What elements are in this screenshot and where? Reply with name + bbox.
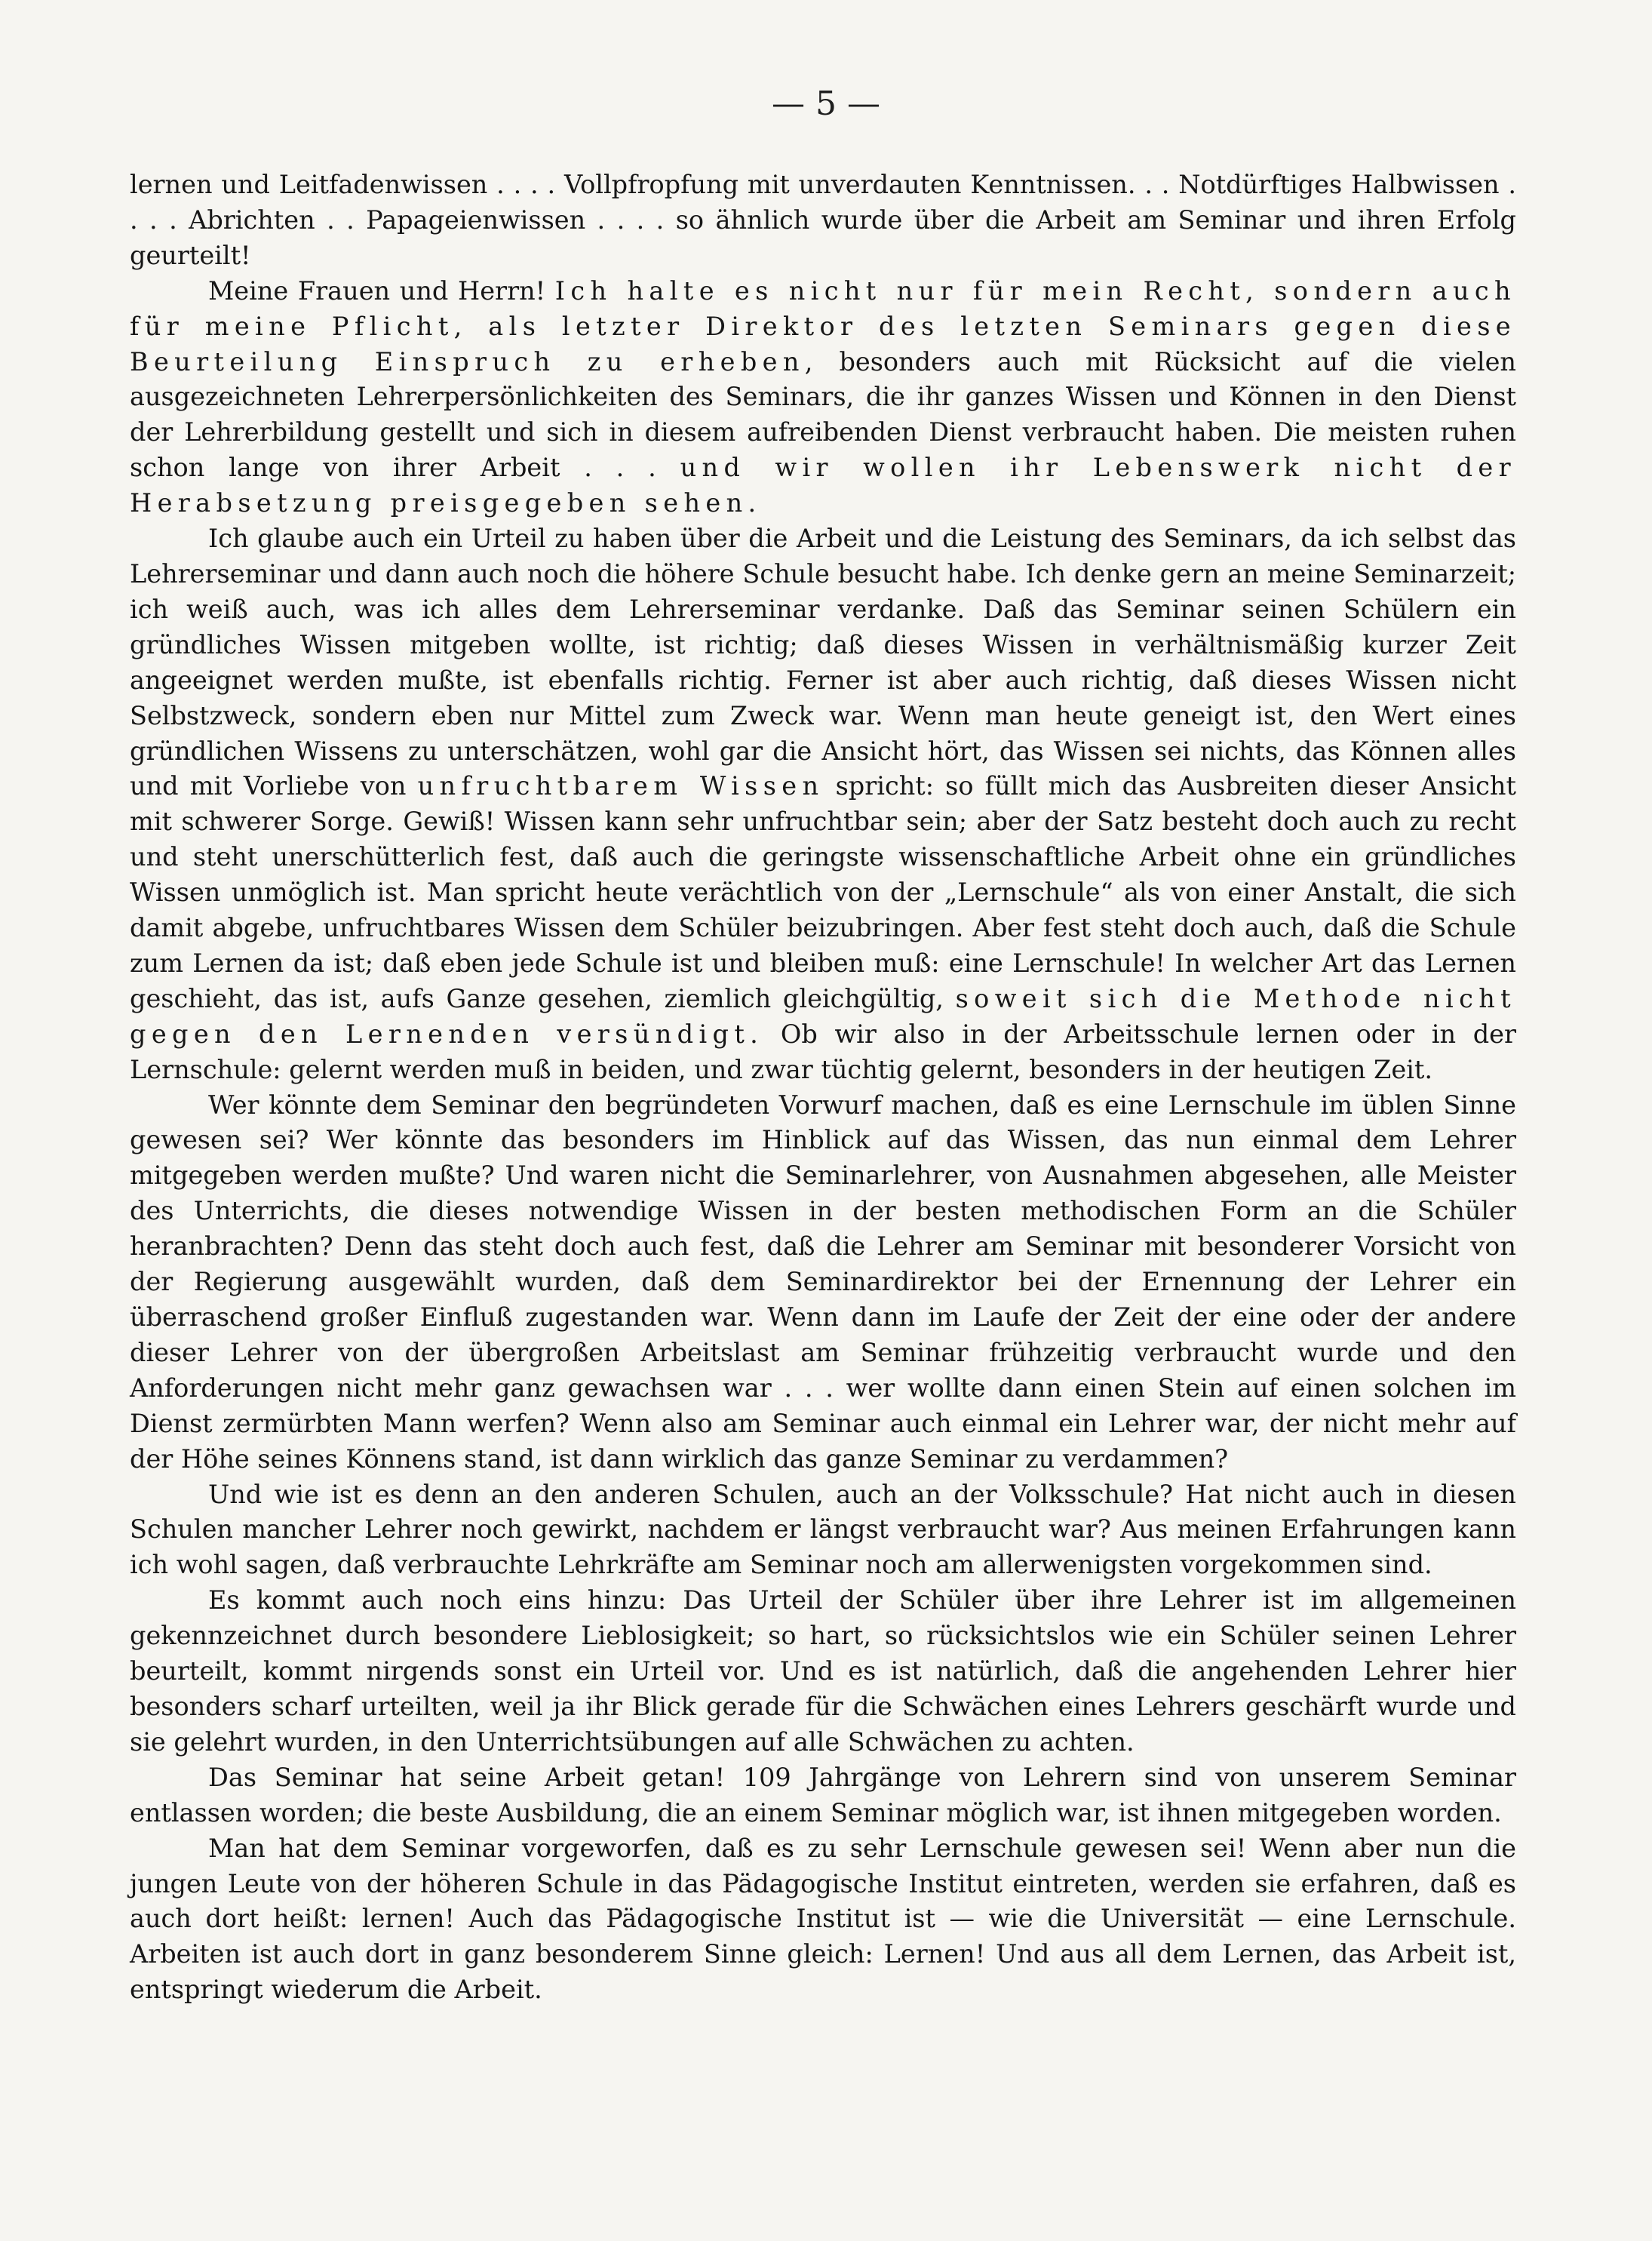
spaced-emphasis: unfruchtbarem Wissen <box>417 771 824 801</box>
paragraph-5 <box>130 1477 1516 1584</box>
text-segment: Und wie ist es denn an den anderen Schulen, auch an der Volksschule? Hat nicht auch in diesen Schulen mancher Lehrer noch gewirkt, nachdem er längst verbraucht war? Aus meinen Erfahrungen kann ich wohl sagen, daß verbrauchte Lehrkräfte am Seminar noch am allerwenigsten vorgekommen sind. <box>130 1479 1516 1580</box>
spaced-emphasis: Ich halte es nicht nur für mein Recht, sondern auch für meine Pflicht, als letzter Direktor des letzten Seminars gegen diese Beurteilung Einspruch zu erheben <box>130 275 1516 377</box>
paragraph-1 <box>130 168 1516 274</box>
text-segment: Wer könnte dem Seminar den begründeten Vorwurf machen, daß es eine Lernschule im üblen Sinne gewesen sei? Wer könnte das besonders im Hinblick auf das Wissen, das nun einmal dem Lehrer mitgegeben werden mußte? Und waren nicht die Seminarlehrer, von Ausnahmen abgesehen, alle Meister des Unterrichts, die dieses notwendige Wissen in der besten methodischen Form an die Schüler heranbrachten? Denn das steht doch auch fest, daß die Lehrer am Seminar mit besonderer Vorsicht von der Regierung ausgewählt wurden, daß dem Seminardirektor bei der Ernennung der Lehrer ein überraschend großer Einfluß zugestanden war. Wenn dann im Laufe der Zeit der eine oder der andere dieser Lehrer von der übergroßen Arbeitslast am Seminar frühzeitig verbraucht wurde und den Anforderungen nicht mehr ganz gewachsen war . . . wer wollte dann einen Stein auf einen solchen im Dienst zermürbten Mann werfen? Wenn also am Seminar auch einmal ein Lehrer war, der nicht mehr auf der Höhe seines Könnens stand, ist dann wirklich das ganze Seminar zu verdammen? <box>130 1090 1516 1474</box>
body-text <box>130 168 1516 2008</box>
text-segment: lernen und Leitfadenwissen . . . . Vollpfropfung mit unverdauten Kenntnissen. . . Notdürftiges Halbwissen . . . . Abrichten . . Papageienwissen . . . . so ähnlich wurde über die Arbeit am Seminar und ihren Erfolg geurteilt! <box>130 170 1516 270</box>
text-segment: Ich glaube auch ein Urteil zu haben über die Arbeit und die Leistung des Seminars, da ich selbst das Lehrerseminar und dann auch noch die höhere Schule besucht habe. Ich denke gern an meine Seminarzeit; ich weiß auch, was ich alles dem Lehrerseminar verdanke. Daß das Seminar seinen Schülern ein gründliches Wissen mitgeben wollte, ist richtig; daß dieses Wissen in verhältnismäßig kurzer Zeit angeeignet werden mußte, ist ebenfalls richtig. Ferner ist aber auch richtig, daß dieses Wissen nicht Selbstzweck, sondern eben nur Mittel zum Zweck war. Wenn man heute geneigt ist, den Wert eines gründlichen Wissens zu unterschätzen, wohl gar die Ansicht hört, das Wissen sei nichts, das Können alles und mit Vorliebe von <box>130 524 1516 801</box>
text-segment: , besonders auch mit Rücksicht auf die vielen ausgezeichneten Lehrerpersönlichkeiten des Seminars, die ihr ganzes Wissen und Können in den Dienst der Lehrerbildung gestellt und sich in diesem aufreibenden Dienst verbraucht haben. Die meisten ruhen schon lange von ihrer Arbeit . . . <box>130 346 1516 483</box>
text-segment: Ob wir also in der Arbeitsschule lernen oder in der Lernschule: gelernt werden muß in beiden, und zwar tüchtig gelernt, besonders in der heutigen Zeit. <box>130 1019 1516 1084</box>
text-segment: spricht: so füllt mich das Ausbreiten dieser Ansicht mit schwerer Sorge. Gewiß! Wissen kann sehr unfruchtbar sein; aber der Satz besteht doch auch zu recht und steht unerschütterlich fest, daß auch die geringste wissenschaftliche Arbeit ohne ein gründliches Wissen unmöglich ist. Man spricht heute verächtlich von der „Lernschule“ als von einer Anstalt, die sich damit abgebe, unfruchtbares Wissen dem Schüler beizubringen. Aber fest steht doch auch, daß die Schule zum Lernen da ist; daß eben jede Schule ist und bleiben muß: eine Lernschule! In welcher Art das Lernen geschieht, das ist, aufs Ganze gesehen, ziemlich gleichgültig, <box>130 771 1516 1013</box>
paragraph-4 <box>130 1088 1516 1477</box>
spaced-emphasis: soweit sich die Methode nicht gegen den Lernenden versündigt. <box>130 983 1516 1049</box>
text-segment: Das Seminar hat seine Arbeit getan! 109 Jahrgänge von Lehrern sind von unserem Seminar entlassen worden; die beste Ausbildung, die an einem Seminar möglich war, ist ihnen mitgegeben worden. <box>130 1762 1516 1828</box>
spaced-emphasis: und wir wollen ihr Lebenswerk nicht der Herabsetzung preisgegeben sehen. <box>130 453 1517 518</box>
page-number: — 5 — <box>772 85 880 123</box>
paragraph-7 <box>130 1760 1516 1831</box>
paragraph-6 <box>130 1583 1516 1760</box>
text-segment: Es kommt auch noch eins hinzu: Das Urteil der Schüler über ihre Lehrer ist im allgemeinen gekennzeichnet durch besondere Lieblosigkeit; so hart, so rücksichtslos wie ein Schüler seinen Lehrer beurteilt, kommt nirgends sonst ein Urteil vor. Und es ist natürlich, daß die angehenden Lehrer hier besonders scharf urteilten, weil ja ihr Blick gerade für die Schwächen eines Lehrers geschärft wurde und sie gelehrt wurden, in den Unterrichtsübungen auf alle Schwächen zu achten. <box>130 1585 1516 1757</box>
paragraph-2 <box>130 274 1516 521</box>
paragraph-3 <box>130 521 1516 1088</box>
text-segment: Meine Frauen und Herrn! <box>208 275 555 306</box>
text-segment: Man hat dem Seminar vorgeworfen, daß es zu sehr Lernschule gewesen sei! Wenn aber nun die jungen Leute von der höheren Schule in das Pädagogische Institut eintreten, werden sie erfahren, daß es auch dort heißt: lernen! Auch das Pädagogische Institut ist — wie die Universität — eine Lernschule. Arbeiten ist auch dort in ganz besonderem Sinne gleich: Lernen! Und aus all dem Lernen, das Arbeit ist, entspringt wiederum die Arbeit. <box>130 1833 1516 2005</box>
paragraph-8 <box>130 1831 1516 2009</box>
